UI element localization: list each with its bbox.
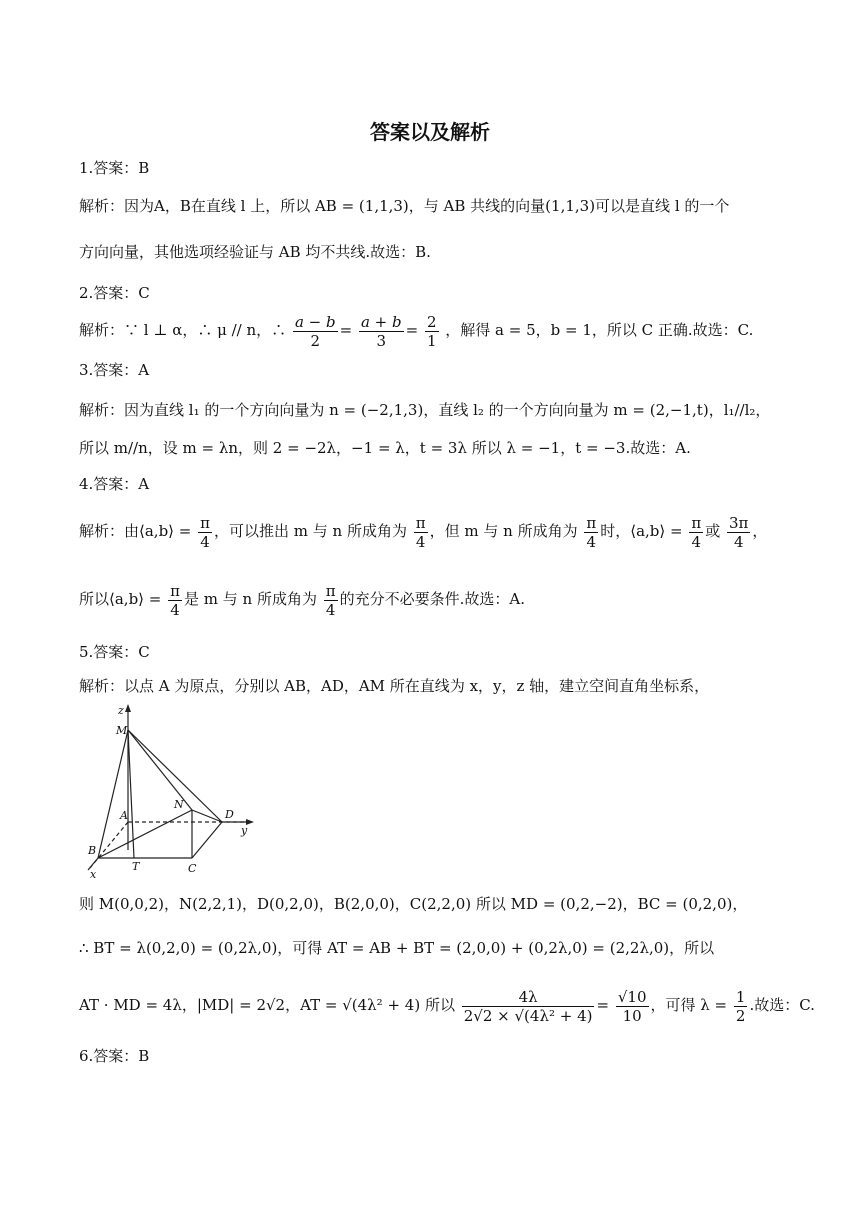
- edge-CD: [192, 822, 222, 858]
- q2-frac2-den: 3: [376, 331, 387, 350]
- coordinate-figure: [84, 702, 254, 878]
- q4-frac-den: 4: [691, 532, 702, 551]
- q4-explanation-line1: 解析：由⟨a,b⟩ = $\frac{\pi}{4}$ ，可以推出 m 与 n 所成角为 $\frac{\pi}{4}$ ，但 m 与 n 所成角为 $\frac{\pi}{4}$ 时，⟨a,b⟩ = $\frac{\pi}{4}$ 或 $\frac{3\pi}{4}$ ，: [79, 513, 768, 551]
- q3-explanation-line1: 解析：因为直线 l₁ 的一个方向向量为 n = (−2,1,3)，直线 l₂ 的一个方向向量为 m = (2,−1,t)，l₁//l₂，: [79, 401, 771, 419]
- q4-pi-over-4-b: [414, 514, 428, 551]
- q4-frac-num: π: [200, 513, 210, 532]
- q2-explanation: 解析：∵ l ⊥ α，∴ μ // n，∴ $\frac{a - b}{2}$ = $\frac{a + b}{3}$ = $\frac{2}{1}$ ，解得 a = 5，b = 1，所以 C 正确.故选：C.: [79, 312, 754, 350]
- label-N: N: [174, 798, 184, 811]
- q5-fraction-sqrt10: [616, 988, 649, 1025]
- q4-frac-den: 4: [200, 532, 210, 551]
- q2-frac2-num: a + b: [360, 312, 402, 331]
- q5-text-l4b: =: [596, 996, 610, 1014]
- q5-text-l4d: .故选：C.: [749, 996, 815, 1014]
- label-y: y: [241, 824, 248, 837]
- q4-pi-over-4-a: [198, 514, 212, 551]
- q4-frac-num: π: [586, 513, 597, 532]
- q4-frac-num: π: [325, 581, 336, 600]
- q5-frac-num: √10: [617, 987, 647, 1006]
- q4-frac-num: π: [170, 581, 180, 600]
- page-title: 答案以及解析: [370, 120, 490, 144]
- label-z: z: [118, 704, 124, 717]
- q5-frac-den: 10: [622, 1006, 642, 1025]
- q4-pi-over-4-f: [324, 582, 338, 619]
- q5-fraction-half: [734, 988, 748, 1025]
- q4-pi-over-4-c: [584, 514, 598, 551]
- q4-text-a3: ，但 m 与 n 所成角为: [429, 522, 578, 540]
- q4-pi-over-4-e: [168, 582, 182, 619]
- label-A: A: [120, 809, 128, 822]
- q5-explanation-line3: ∴ BT = λ(0,2,0) = (0,2λ,0)，可得 AT = AB + BT = (2,0,0) + (0,2λ,0) = (2,2λ,0)，所以: [79, 939, 715, 957]
- q5-explanation-line4: [79, 984, 815, 1026]
- q2-fraction-1: [293, 313, 338, 350]
- q4-text-b3: 的充分不必要条件.故选：A.: [339, 590, 525, 608]
- edge-MT: [128, 730, 134, 858]
- q1-explanation-line1: 解析：因为A，B在直线 l 上，所以 AB = (1,1,3)，与 AB 共线的向量(1,1,3)可以是直线 l 的一个: [79, 197, 730, 215]
- q5-text-l4c: ，可得 λ =: [650, 996, 728, 1014]
- label-C: C: [188, 862, 197, 875]
- q5-frac-den: 2√2 × √(4λ² + 4): [463, 1006, 593, 1025]
- q4-text-a2: ，可以推出 m 与 n 所成角为: [214, 522, 407, 540]
- label-M: M: [116, 724, 128, 737]
- q4-text-b2: 是 m 与 n 所成角为: [184, 590, 317, 608]
- label-x: x: [90, 868, 97, 878]
- label-B: B: [88, 844, 97, 857]
- q2-fraction-2: [359, 313, 404, 350]
- q5-explanation-line2: 则 M(0,0,2)，N(2,2,1)，D(0,2,0)，B(2,0,0)，C(2,2,0) 所以 MD = (0,2,−2)，BC = (0,2,0)，: [79, 895, 748, 913]
- q5-frac-num: 4λ: [462, 988, 595, 1007]
- q3-answer: 3.答案：A: [79, 361, 150, 379]
- edge-ND: [192, 810, 222, 822]
- q4-answer: 4.答案：A: [79, 475, 150, 493]
- q4-frac-num: π: [415, 513, 426, 532]
- q4-frac-num: 3π: [729, 513, 749, 532]
- q5-fraction-cos: [462, 988, 595, 1025]
- q6-answer: 6.答案：B: [79, 1047, 150, 1065]
- q3-explanation-line2: 所以 m//n，设 m = λn，则 2 = −2λ，−1 = λ，t = 3λ 所以 λ = −1，t = −3.故选：A.: [79, 439, 691, 457]
- q5-explanation-line1: 解析：以点 A 为原点，分别以 AB，AD，AM 所在直线为 x，y，z 轴，建立空间直角坐标系，: [79, 677, 710, 695]
- q2-frac1-num: a − b: [294, 312, 336, 331]
- q4-text-b1: 所以⟨a,b⟩ =: [79, 590, 162, 608]
- q2-text-a: 解析：∵ l ⊥ α，∴ μ // n，∴: [79, 321, 287, 339]
- pyramid-diagram: [84, 702, 254, 878]
- q4-3pi-over-4: [727, 514, 750, 551]
- q4-frac-den: 4: [415, 532, 426, 551]
- q4-text-a1: 解析：由⟨a,b⟩ =: [79, 522, 192, 540]
- q4-frac-den: 4: [325, 600, 336, 619]
- q5-answer: 5.答案：C: [79, 643, 150, 661]
- z-axis-arrow: [125, 704, 131, 712]
- edge-MB: [98, 730, 128, 858]
- label-D: D: [225, 808, 234, 821]
- q2-frac3-den: 1: [426, 331, 437, 350]
- q4-text-a5: 或: [705, 522, 721, 540]
- q5-frac-num: 1: [735, 987, 746, 1006]
- label-T: T: [132, 860, 140, 873]
- q1-explanation-line2: 方向向量，其他选项经验证与 AB 均不共线.故选：B.: [79, 243, 431, 261]
- q2-frac1-den: 2: [310, 331, 321, 350]
- q4-explanation-line2: [79, 578, 789, 620]
- q2-fraction-3: [425, 313, 439, 350]
- q4-text-a4: 时，⟨a,b⟩ =: [600, 522, 683, 540]
- q5-frac-den: 2: [735, 1006, 746, 1025]
- q5-text-l4a: AT · MD = 4λ，|MD| = 2√2，AT = √(4λ² + 4) 所以: [79, 996, 455, 1014]
- edge-BN: [98, 810, 192, 858]
- q4-frac-den: 4: [586, 532, 597, 551]
- q4-frac-num: π: [691, 513, 702, 532]
- q4-frac-den: 4: [170, 600, 180, 619]
- q1-answer: 1.答案：B: [79, 159, 150, 177]
- q2-text-b: ，解得 a = 5，b = 1，所以 C 正确.故选：C.: [445, 321, 754, 339]
- q4-frac-den: 4: [733, 532, 744, 551]
- q2-frac3-num: 2: [426, 312, 437, 331]
- q2-answer: 2.答案：C: [79, 284, 150, 302]
- q4-pi-over-4-d: [689, 514, 703, 551]
